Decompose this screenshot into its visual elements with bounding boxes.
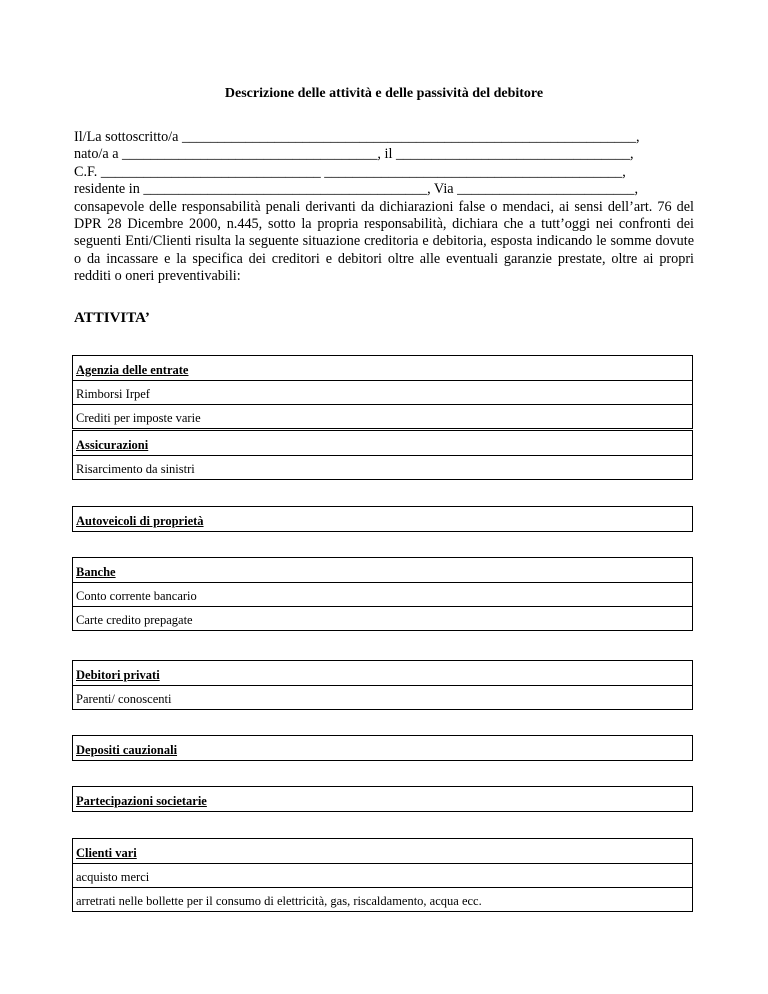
document-title: Descrizione delle attività e delle passività del debitore <box>224 86 544 101</box>
section-heading-attivita: ATTIVITA’ <box>74 310 150 326</box>
tax-code-line: C.F. _______________________________ __________________________________________, <box>74 163 626 180</box>
table-header: Clienti vari <box>76 846 137 860</box>
table-header: Debitori privati <box>76 668 160 682</box>
table-debitori-privati <box>72 660 693 710</box>
declaration-text <box>74 129 694 286</box>
table-assicurazioni <box>72 430 693 480</box>
table-row: acquisto merci <box>73 863 692 887</box>
table-row: Conto corrente bancario <box>73 582 692 606</box>
table-header: Assicurazioni <box>76 438 149 452</box>
table-header: Banche <box>76 565 116 579</box>
table-header: Agenzia delle entrate <box>76 363 189 377</box>
table-row: arretrati nelle bollette per il consumo di elettricità, gas, riscaldamento, acqua ecc. <box>73 887 692 911</box>
table-agenzia-entrate <box>72 355 693 429</box>
table-partecipazioni-societarie <box>72 786 693 812</box>
table-clienti-vari <box>72 838 693 912</box>
table-autoveicoli <box>72 506 693 532</box>
table-row: Crediti per imposte varie <box>73 404 692 428</box>
declarant-name-line: Il/La sottoscritto/a ________________________________________________________________, <box>74 129 640 145</box>
table-depositi-cauzionali <box>72 735 693 761</box>
residence-line: residente in ________________________________________, Via _________________________, <box>74 181 638 198</box>
table-row: Risarcimento da sinistri <box>73 455 692 479</box>
birth-place-date-line: nato/a a ____________________________________, il _________________________________, <box>74 146 634 163</box>
table-header: Autoveicoli di proprietà <box>76 514 204 528</box>
table-row: Rimborsi Irpef <box>73 380 692 404</box>
table-row: Carte credito prepagate <box>73 606 692 630</box>
declaration-paragraph: consapevole delle responsabilità penali derivanti da dichiarazioni false o mendaci, ai sensi dell’art. 76 del DPR 28 Dicembre 2000, n.445, sotto la propria responsabilità, dichiara che a tutt’oggi nei confronti dei seguenti Enti/Clienti risulta la seguente situazione creditoria e debitoria, esposta indicando le somme dovute o da incassare e la specifica dei creditori e debitori oltre alle eventuali garanzie prestate, oltre ai propri redditi o oneri preventivabili: <box>74 198 694 285</box>
table-banche <box>72 557 693 631</box>
table-header: Depositi cauzionali <box>76 743 178 757</box>
table-header: Partecipazioni societarie <box>76 794 207 808</box>
table-row: Parenti/ conoscenti <box>73 685 692 709</box>
